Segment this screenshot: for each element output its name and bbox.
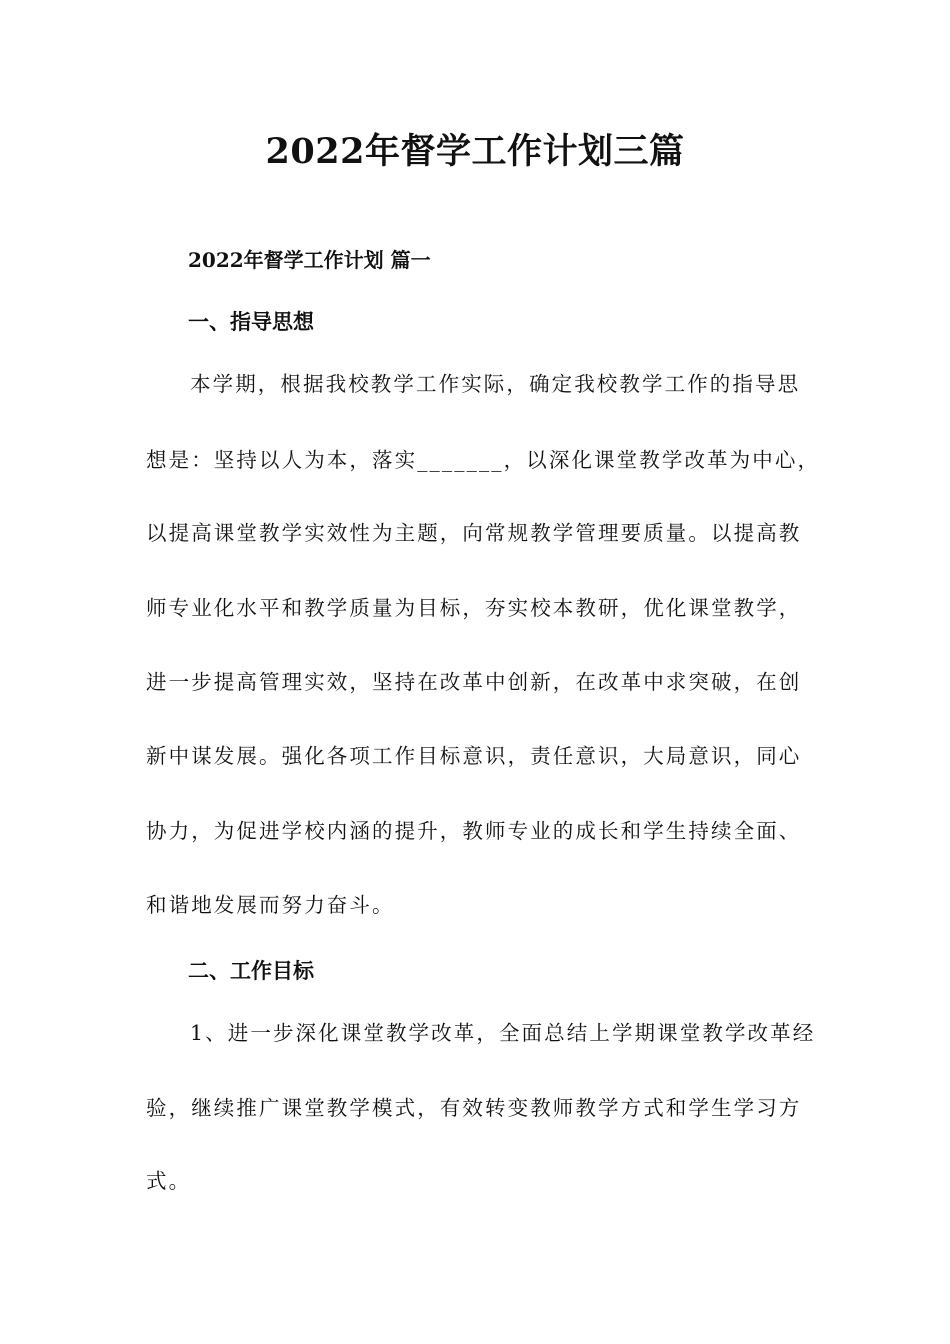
document-subtitle: 2022年督学工作计划 篇一 (188, 248, 431, 272)
paragraph-line: 以提高课堂教学实效性为主题，向常规教学管理要质量。以提高教 (146, 521, 802, 545)
section-heading-guiding-ideology: 一、指导思想 (188, 309, 314, 334)
paragraph-line: 师专业化水平和教学质量为目标，夯实校本教研，优化课堂教学， (146, 596, 802, 620)
document-title: 2022年督学工作计划三篇 (265, 131, 685, 172)
paragraph-line: 式。 (146, 1169, 192, 1193)
paragraph-line: 和谐地发展而努力奋斗。 (146, 893, 395, 917)
paragraph-line: 协力，为促进学校内涵的提升，教师专业的成长和学生持续全面、 (146, 819, 802, 843)
paragraph-line: 本学期，根据我校教学工作实际，确定我校教学工作的指导思 (190, 372, 801, 396)
paragraph-line: 验，继续推广课堂教学模式，有效转变教师教学方式和学生学习方 (146, 1096, 802, 1120)
paragraph-line: 新中谋发展。强化各项工作目标意识，责任意识，大局意识，同心 (146, 744, 802, 768)
paragraph-line: 进一步提高管理实效，坚持在改革中创新，在改革中求突破，在创 (146, 670, 802, 694)
paragraph-line: 1、进一步深化课堂教学改革，全面总结上学期课堂教学改革经 (190, 1021, 816, 1045)
section-heading-work-goals: 二、工作目标 (188, 958, 314, 983)
paragraph-line: 想是：坚持以人为本，落实_______，以深化课堂教学改革为中心， (146, 448, 821, 472)
